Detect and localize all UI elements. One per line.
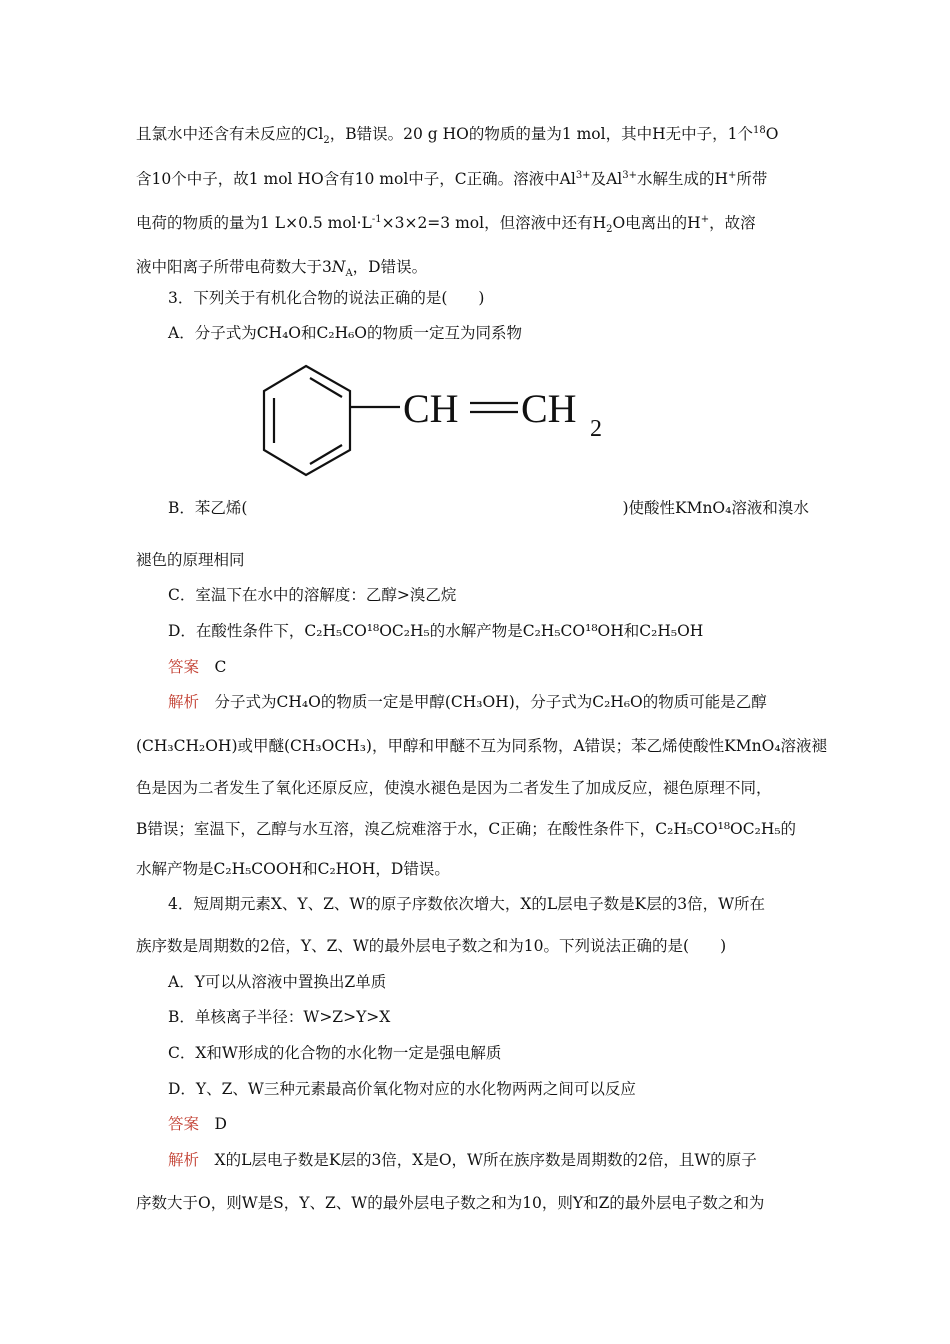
q3-answer [168,655,840,679]
q4-stem-2: 族序数是周期数的2倍，Y、Z、W的最外层电子数之和为10。下列说法正确的是( ) [136,937,727,955]
q4-option-c: C．X和W形成的化合物的水化物一定是强电解质 [168,1044,502,1062]
superscript: + [728,169,737,181]
italic-text: N [331,258,346,276]
superscript: 3+ [622,169,637,181]
text: 含10个中子，故1 mol HO含有10 mol中子，C正确。溶液中Al [136,170,576,188]
q3-option-a: A．分子式为CH₄O和C₂H₆O的物质一定互为同系物 [168,324,523,342]
text: 及Al [590,170,623,188]
q3-analysis-2: (CH₃CH₂OH)或甲醚(CH₃OCH₃)，甲醇和甲醚不互为同系物，A错误；苯乙烯使酸性KMnO₄溶液褪 [136,737,828,755]
q4-analysis-2: 序数大于O，则W是S，Y、Z、W的最外层电子数之和为10，则Y和Z的最外层电子数之和为 [136,1194,765,1212]
ring-double-bond [310,445,342,464]
text: B．苯乙烯( [168,499,248,517]
text: 水解生成的H [636,170,728,188]
para-line-3 [136,211,840,235]
para-line-2 [136,167,840,191]
subscript: 2 [323,135,330,147]
para-line-4 [136,255,840,279]
ch2-label: CH [521,386,577,431]
text: 且氯水中还含有未反应的Cl [136,125,324,143]
ch2-subscript: 2 [590,416,602,442]
q4-stem-1: 4．短周期元素X、Y、Z、W的原子序数依次增大，X的L层电子数是K层的3倍，W所在 [168,895,766,913]
q4-analysis-1 [168,1148,840,1172]
text: ，故溶 [709,214,756,232]
text: 所带 [736,170,768,188]
q3-analysis-3: 色是因为二者发生了氧化还原反应，使溴水褪色是因为二者发生了加成反应，褪色原理不同， [136,779,772,797]
analysis-label: 解析 [168,1151,200,1169]
text: ，D错误。 [352,258,428,276]
text: X的L层电子数是K层的3倍，X是O，W所在族序数是周期数的2倍，且W的原子 [214,1151,757,1169]
q3-stem: 3．下列关于有机化合物的说法正确的是( ) [168,289,485,307]
superscript: -1 [371,213,382,225]
text: 分子式为CH₄O的物质一定是甲醇(CH₃OH)，分子式为C₂H₆O的物质可能是乙醇 [214,693,767,711]
answer-label: 答案 [168,1115,200,1133]
ch-label: CH [403,386,459,431]
subscript: 2 [606,224,613,236]
text: 电荷的物质的量为1 L×0.5 mol·L [136,214,372,232]
text: )使酸性KMnO₄溶液和溴水 [622,499,809,517]
q3-analysis-5: 水解产物是C₂H₅COOH和C₂HOH，D错误。 [136,860,450,878]
q4-option-a: A．Y可以从溶液中置换出Z单质 [168,973,387,991]
text: O电离出的H [612,214,701,232]
q4-option-b: B．单核离子半径：W>Z>Y>X [168,1008,391,1026]
superscript: 3+ [575,169,591,181]
answer-value: D [214,1115,227,1133]
text: O [765,125,779,143]
para-line-1 [136,122,840,146]
text: ×3×2=3 mol，但溶液中还有H [381,214,607,232]
q4-option-d: D．Y、Z、W三种元素最高价氧化物对应的水化物两两之间可以反应 [168,1080,636,1098]
q4-answer [168,1112,840,1136]
analysis-label: 解析 [168,693,200,711]
q3-analysis-1 [168,690,840,714]
benzene-ring [264,366,350,475]
q3-option-d: D．在酸性条件下，C₂H₅CO¹⁸OC₂H₅的水解产物是C₂H₅CO¹⁸OH和C₂H₅OH [168,622,704,640]
text: ，B错误。20 g HO的物质的量为1 mol，其中H无中子，1个 [329,125,753,143]
q3-analysis-4: B错误；室温下，乙醇与水互溶，溴乙烷难溶于水，C正确；在酸性条件下，C₂H₅CO¹⁸OC₂H₅的 [136,820,797,838]
superscript: 18 [752,124,766,136]
q3-option-b-cont: 褪色的原理相同 [136,551,245,569]
subscript: A [345,268,353,280]
superscript: + [700,213,710,225]
ring-double-bond [310,378,342,397]
q3-option-c: C．室温下在水中的溶解度：乙醇>溴乙烷 [168,586,457,604]
q3-option-b [168,496,840,520]
answer-value: C [214,658,227,676]
styrene-structure [258,360,618,510]
answer-label: 答案 [168,658,200,676]
text: 液中阳离子所带电荷数大于3 [136,258,332,276]
